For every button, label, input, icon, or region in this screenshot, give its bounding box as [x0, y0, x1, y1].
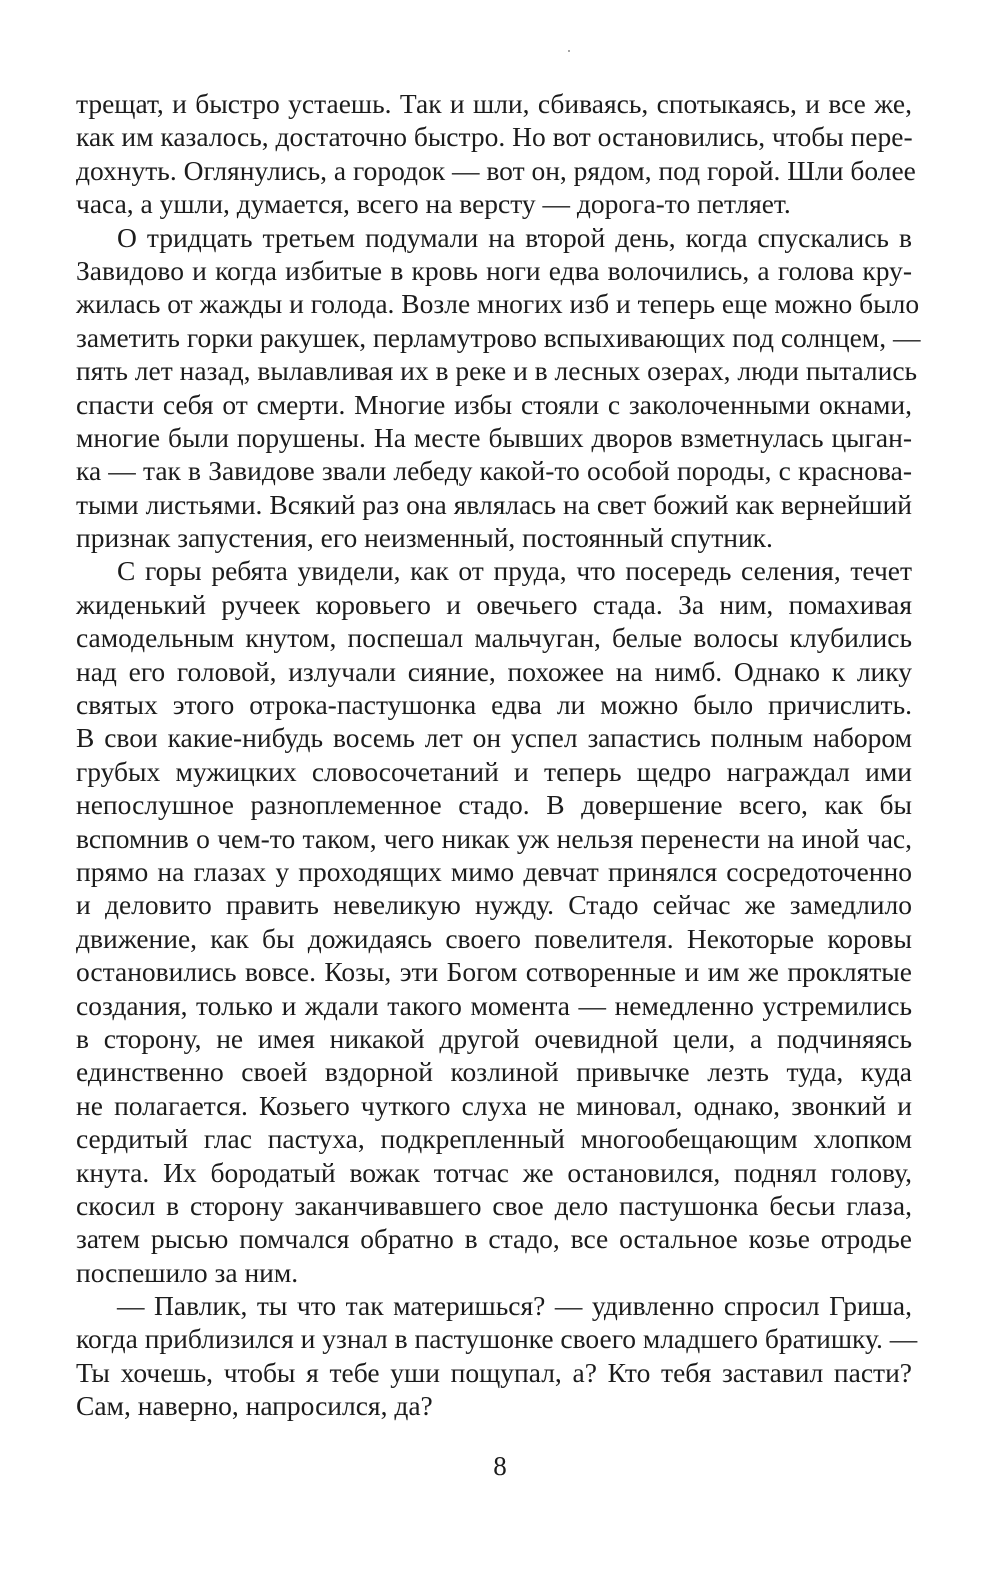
text-line: В свои какие-нибудь восемь лет он успел запастись полным набором [76, 722, 912, 754]
paragraph [76, 554, 912, 1289]
text-line: многие были порушены. На месте бывших дворов взметнулась цыган- [76, 421, 912, 453]
text-line: дохнуть. Оглянулись, а городок — вот он, рядом, под горой. Шли более [76, 154, 916, 186]
text-line: Завидово и когда избитые в кровь ноги едва волочились, а голова кру- [76, 254, 912, 286]
text-line: трещат, и быстро устаешь. Так и шли, сбиваясь, спотыкаясь, и все же, [76, 88, 912, 119]
paragraph [76, 221, 921, 555]
text-line: пять лет назад, вылавливая их в реке и в лесных озерах, люди пытались [76, 355, 918, 387]
text-line: Сам, наверно, напросился, да? [76, 1390, 433, 1422]
text-line: в сторону, не имея никакой другой очевидной цели, а подчиняясь [76, 1022, 912, 1054]
text-line: жилась от жажды и голода. Возле многих изб и теперь еще можно было [76, 288, 920, 320]
text-line: поспешило за ним. [76, 1256, 299, 1288]
text-line: не полагается. Козьего чуткого слуха не миновал, однако, звонкий и [76, 1089, 912, 1121]
text-line: кнута. Их бородатый вожак тотчас же остановился, поднял голову, [76, 1156, 912, 1188]
text-line: затем рысью помчался обратно в стадо, все остальное козье отродье [76, 1223, 912, 1255]
text-line: когда приблизился и узнал в пастушонке своего младшего братишку. — [76, 1323, 918, 1355]
text-line: единственно своей вздорной козлиной привычке лезть туда, куда [76, 1056, 912, 1088]
text-line: — Павлик, ты что так материшься? — удивленно спросил Гриша, [117, 1290, 912, 1322]
text-line: над его головой, излучали сияние, похожее на нимб. Однако к лику [76, 655, 912, 687]
text-line: С горы ребята увидели, как от пруда, что посередь селения, течет [117, 555, 912, 587]
text-line: тыми листьями. Всякий раз она являлась на свет божий как вернейший [76, 488, 912, 520]
text-line: ка — так в Завидове звали лебеду какой-то особой породы, с краснова- [76, 455, 912, 487]
text-line: О тридцать третьем подумали на второй день, когда спускались в [117, 221, 912, 253]
text-line: жиденький ручеек коровьего и овечьего стада. За ним, помахивая [76, 588, 912, 620]
text-line: сердитый глас пастуха, подкрепленный многообещающим хлопком [76, 1123, 912, 1155]
text-line: святых этого отрока-пастушонка едва ли можно было причислить. [76, 689, 912, 721]
text-line: часа, а ушли, думается, всего на версту — дорога-то петляет. [76, 188, 791, 220]
body-text [76, 87, 921, 1423]
text-line: вспомнив о чем-то таком, чего никак уж нельзя перенести на иной час, [76, 822, 912, 854]
page-number: 8 [493, 1451, 507, 1481]
text-line: Ты хочешь, чтобы я тебе уши пощупал, а? Кто тебя заставил пасти? [76, 1356, 912, 1388]
text-line: заметить горки ракушек, перламутрово вспыхивающих под солнцем, — [76, 321, 921, 353]
paragraph [76, 87, 916, 221]
text-line: как им казалось, достаточно быстро. Но вот остановились, чтобы пере- [76, 121, 913, 153]
print-speck [568, 50, 570, 52]
text-line: грубых мужицких словосочетаний и теперь щедро награждал ими [76, 755, 912, 787]
text-line: самодельным кнутом, поспешал мальчуган, белые волосы клубились [76, 622, 912, 654]
text-line: движение, как бы дожидаясь своего повелителя. Некоторые коровы [76, 922, 912, 954]
text-line: прямо на глазах у проходящих мимо девчат принялся сосредоточенно [76, 855, 912, 887]
paragraph [76, 1289, 918, 1423]
text-line: непослушное разноплеменное стадо. В довершение всего, как бы [76, 789, 912, 821]
text-line: остановились вовсе. Козы, эти Богом сотворенные и им же проклятые [76, 956, 912, 988]
text-line: и деловито править невеликую нужду. Стадо сейчас же замедлило [76, 889, 912, 921]
text-line: скосил в сторону заканчивавшего свое дело пастушонка бесьи глаза, [76, 1189, 912, 1221]
text-line: признак запустения, его неизменный, постоянный спутник. [76, 522, 773, 554]
text-line: спасти себя от смерти. Многие избы стояли с заколоченными окнами, [76, 388, 912, 420]
text-line: создания, только и ждали такого момента — немедленно устремились [76, 989, 912, 1021]
